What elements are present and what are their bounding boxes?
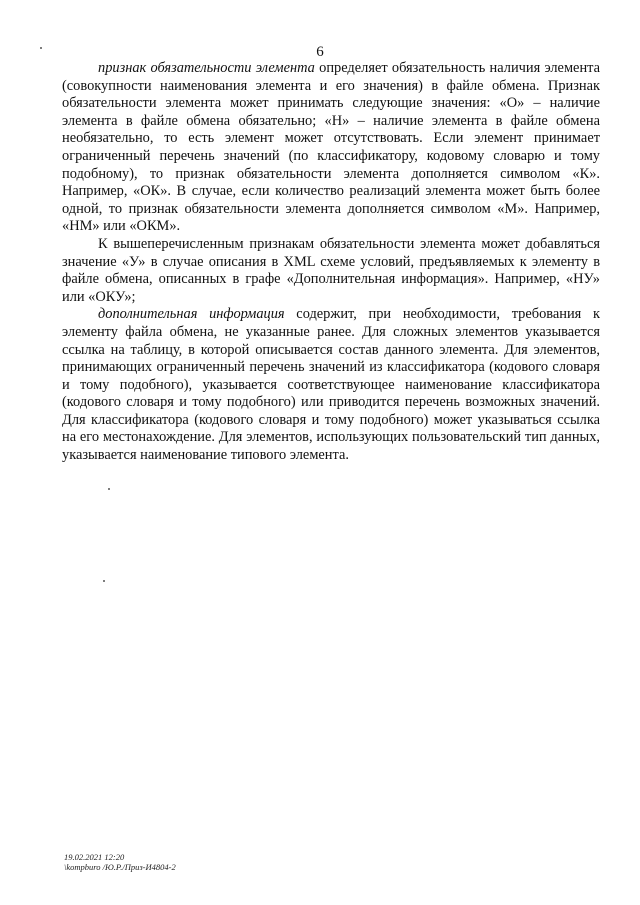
scan-speck xyxy=(108,488,110,490)
paragraph-additional-flags xyxy=(62,236,600,306)
footer-path: \kompburo /Ю.Р./Приз-И4804-2 xyxy=(64,862,176,872)
term-additional-info: дополнительная информация xyxy=(98,306,285,323)
paragraph-text: содержит, при необходимости, требования к элементу файла обмена, не указанные ранее. Для сложных элементов указывается ссылка на таблицу, в которой описывается состав данного элемента. Для элементов, принимающих ограниченный перечень значений из классификатора (кодового словаря и тому подобного), указывается соответствующее наименование классификатора (кодового словаря и тому подобного) или приводится перечень возможных значений. Для классификатора (кодового словаря и тому подобного) может указываться ссылка на его местонахождение. Для элементов, использующих пользовательский тип данных, указывается наименование типового элемента. xyxy=(62,306,600,464)
footer-stamp xyxy=(64,852,176,872)
document-body xyxy=(62,60,600,465)
page-number: 6 xyxy=(316,44,324,60)
footer-date: 19.02.2021 12:20 xyxy=(64,852,125,862)
paragraph-text: К вышеперечисленным признакам обязательности элемента может добавляться значение «У» в случае описания в XML схеме условий, предъявляемых к элементу в файле обмена, описанных в графе «Дополнительная информация». Например, «НУ» или «ОКУ»; xyxy=(62,235,600,305)
scan-speck xyxy=(40,47,42,49)
scan-speck xyxy=(103,580,105,582)
paragraph-mandatory-flag xyxy=(62,60,600,236)
term-mandatory-flag: признак обязательности элемента xyxy=(98,60,315,76)
paragraph-additional-info xyxy=(62,306,600,464)
paragraph-text: определяет обязательность наличия элемента (совокупности наименования элемента и его значения) в файле обмена. Признак обязательности элемента может принимать следующие значения: «О» – наличие элемента в файле обмена обязательно; «Н» – наличие элемента в файле обмена необязательно, то есть элемент может отсутствовать. Если элемент принимает ограниченный перечень значений (по классификатору, кодовому словарю и тому подобному), то признак обязательности элемента дополняется символом «К». Например, «ОК». В случае, если количество реализаций элемента может быть более одной, то признак обязательности элемента дополняется символом «М». Например, «НМ» или «ОКМ». xyxy=(62,60,600,235)
